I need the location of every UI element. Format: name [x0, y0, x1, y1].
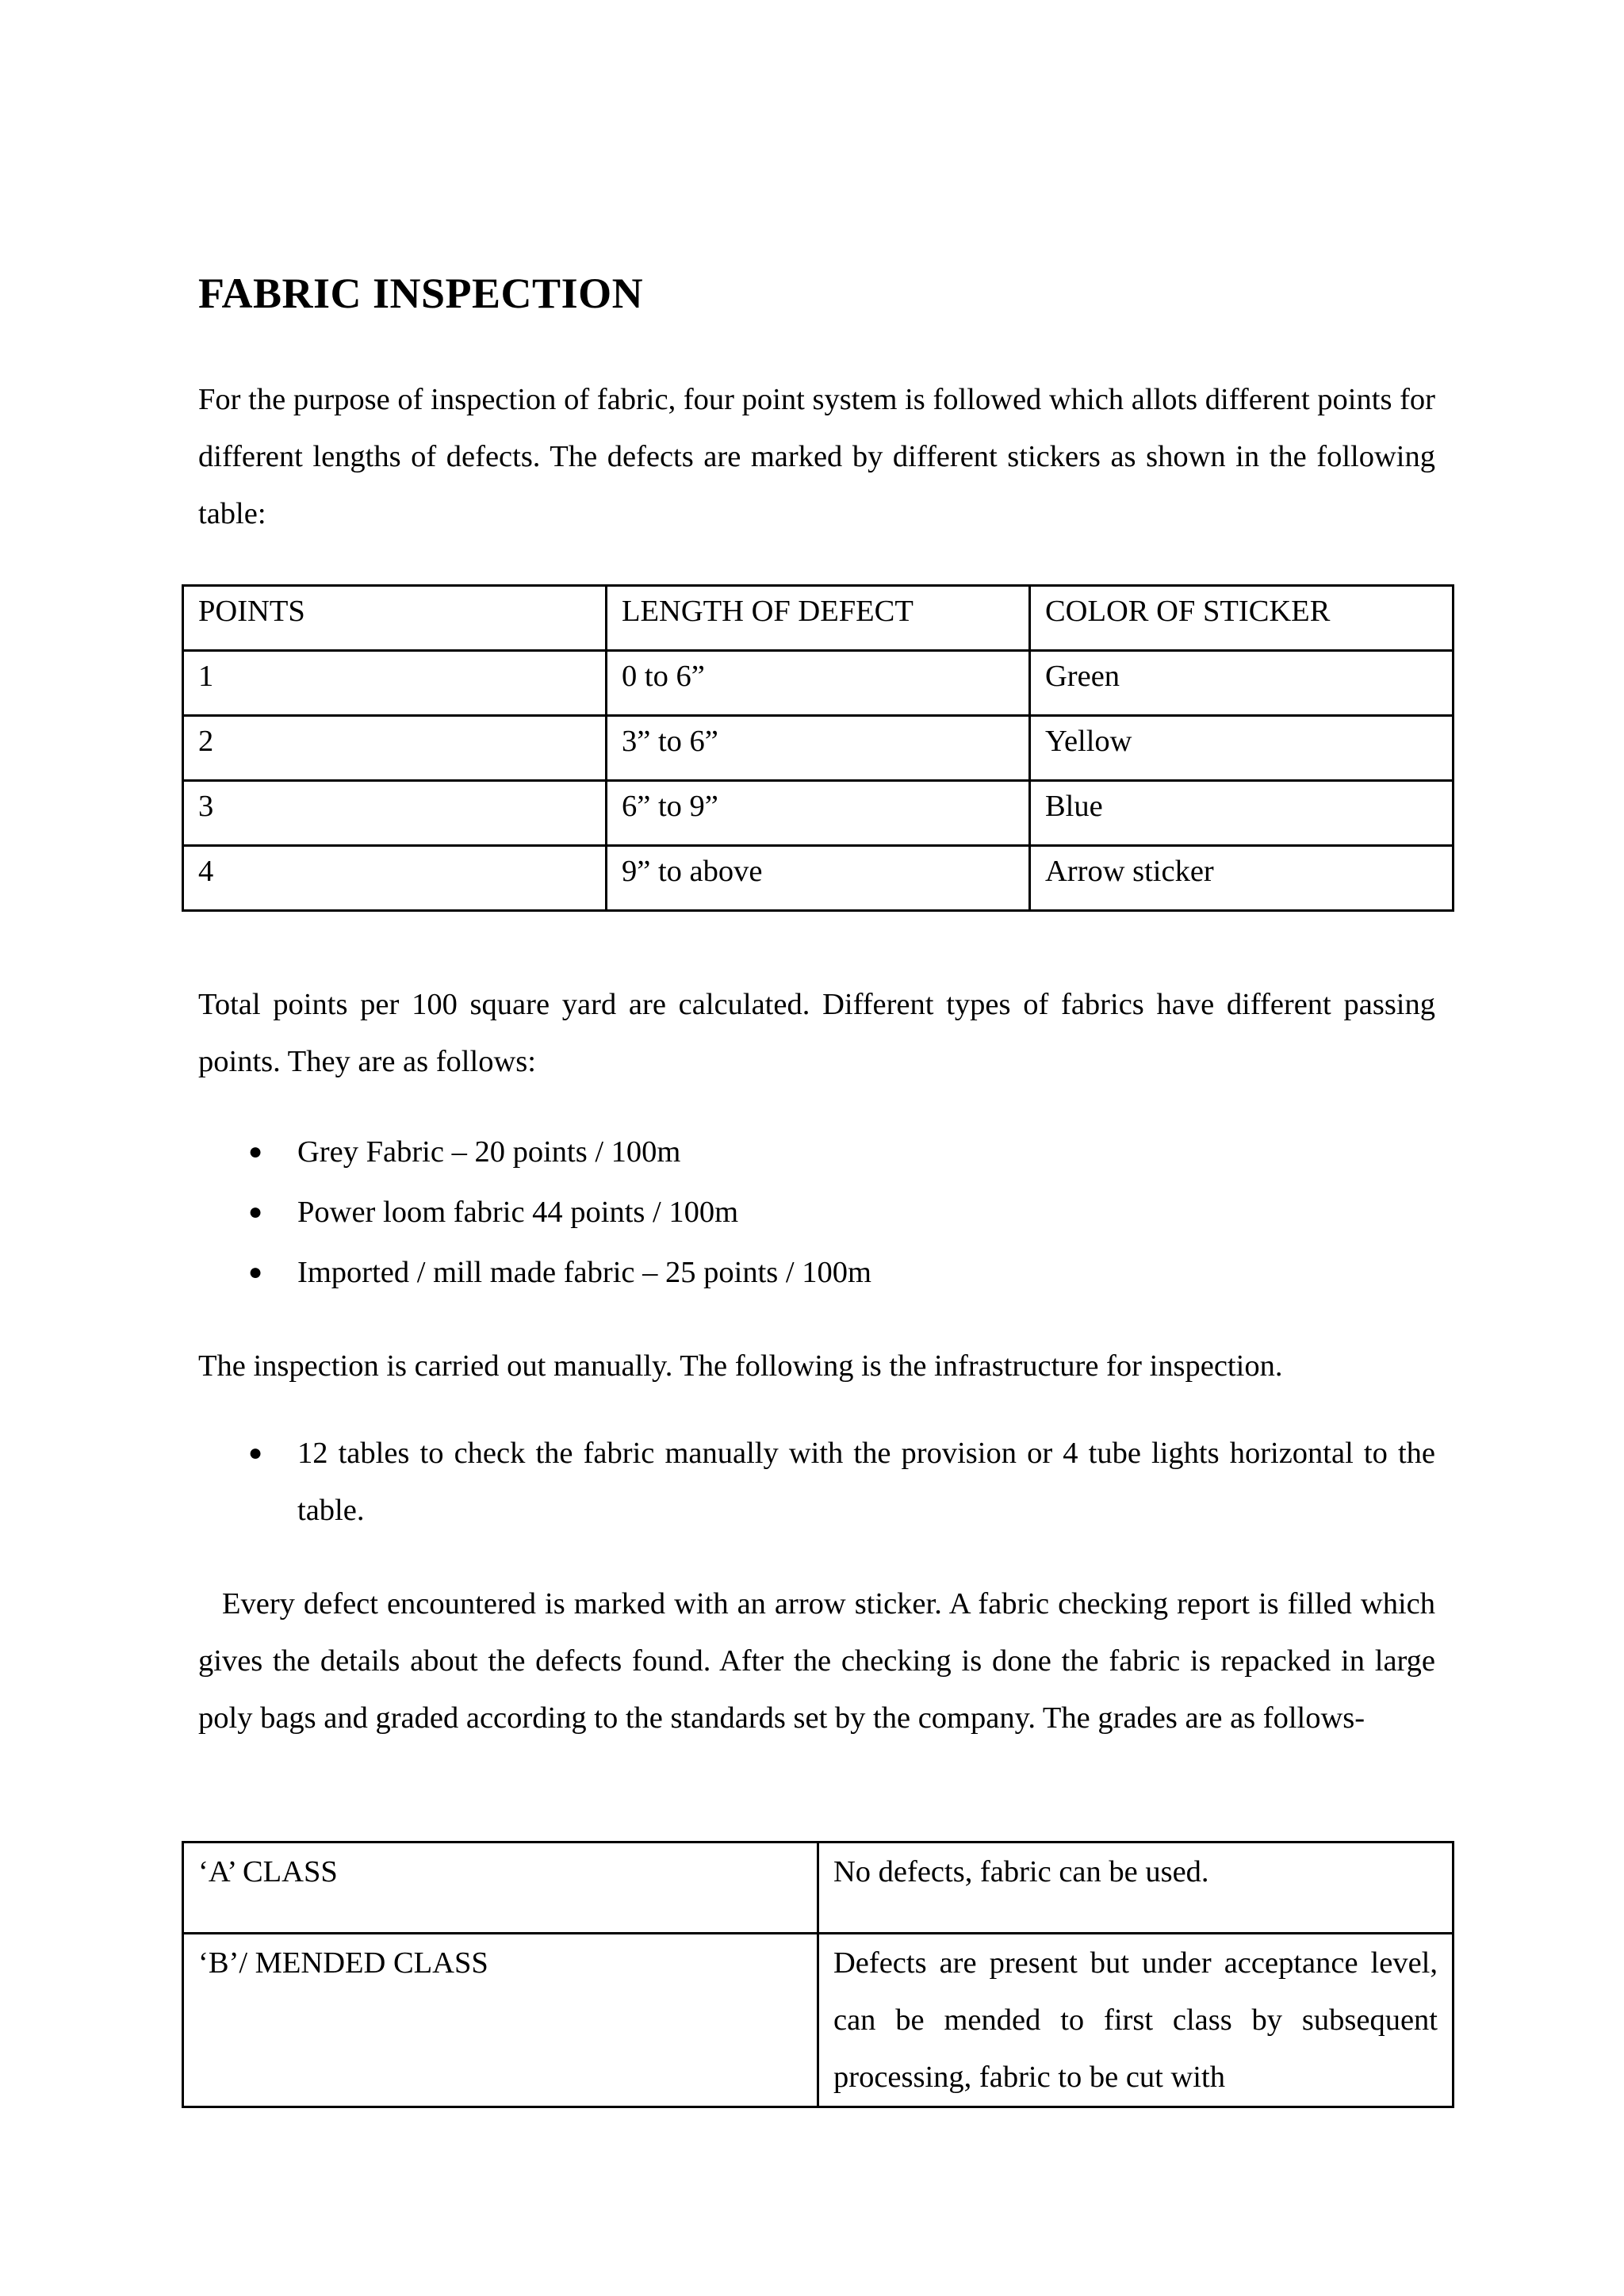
- color-cell: Yellow: [1030, 716, 1454, 781]
- intro-paragraph: For the purpose of inspection of fabric, four point system is followed which allots different points for different lengths of defects. The defects are marked by different stickers as shown in the following table:: [198, 383, 1435, 530]
- color-cell: Green: [1030, 651, 1454, 716]
- bullet-icon: ●: [248, 1199, 263, 1225]
- color-cell: Blue: [1030, 781, 1454, 846]
- table-row: [183, 1934, 1454, 2107]
- bullet-icon: ●: [248, 1138, 263, 1165]
- bullet-icon: ●: [248, 1259, 263, 1285]
- list-item: [198, 1184, 1435, 1241]
- table-row: [183, 781, 1454, 846]
- list-item: [198, 1244, 1435, 1301]
- length-cell: 3” to 6”: [607, 716, 1030, 781]
- points-table: [182, 584, 1454, 912]
- length-cell: 0 to 6”: [607, 651, 1030, 716]
- color-cell: Arrow sticker: [1030, 846, 1454, 911]
- header-points: POINTS: [183, 586, 607, 651]
- grade-class-cell: ‘A’ CLASS: [183, 1843, 818, 1934]
- list-item-text: 12 tables to check the fabric manually with the provision or 4 tube lights horizontal to the table.: [297, 1437, 1435, 1527]
- header-color-of-sticker: COLOR OF STICKER: [1030, 586, 1454, 651]
- table-row: [183, 651, 1454, 716]
- grade-description-cell: No defects, fabric can be used.: [818, 1843, 1454, 1934]
- points-cell: 4: [183, 846, 607, 911]
- table-row: [183, 1843, 1454, 1934]
- page-title: FABRIC INSPECTION: [198, 270, 644, 317]
- list-item-text: Grey Fabric – 20 points / 100m: [297, 1135, 681, 1169]
- grading-paragraph: Every defect encountered is marked with an arrow sticker. A fabric checking report is filled which gives the details about the defects found. After the checking is done the fabric is repacked in large poly bags and graded according to the standards set by the company. The grades are as follows-: [198, 1587, 1435, 1735]
- passing-points-list: [198, 1123, 1435, 1304]
- list-item-text: Power loom fabric 44 points / 100m: [297, 1196, 739, 1229]
- infrastructure-paragraph: The inspection is carried out manually. The following is the infrastructure for inspection.: [198, 1349, 1283, 1383]
- grade-description-cell: Defects are present but under acceptance level, can be mended to first class by subsequent processing, fabric to be cut with: [818, 1934, 1454, 2107]
- length-cell: 6” to 9”: [607, 781, 1030, 846]
- table-row: [183, 716, 1454, 781]
- header-length-of-defect: LENGTH OF DEFECT: [607, 586, 1030, 651]
- list-item: [198, 1425, 1435, 1539]
- list-item: [198, 1123, 1435, 1181]
- passing-points-paragraph: Total points per 100 square yard are calculated. Different types of fabrics have different passing points. They are as follows:: [198, 988, 1435, 1078]
- points-cell: 3: [183, 781, 607, 846]
- grade-class-cell: ‘B’/ MENDED CLASS: [183, 1934, 818, 2107]
- infrastructure-list: [198, 1425, 1435, 1539]
- table-row: [183, 846, 1454, 911]
- list-item-text: Imported / mill made fabric – 25 points / 100m: [297, 1256, 871, 1289]
- grades-table: [182, 1841, 1454, 2108]
- table-header-row: [183, 586, 1454, 651]
- length-cell: 9” to above: [607, 846, 1030, 911]
- points-cell: 1: [183, 651, 607, 716]
- bullet-icon: ●: [248, 1440, 263, 1466]
- points-cell: 2: [183, 716, 607, 781]
